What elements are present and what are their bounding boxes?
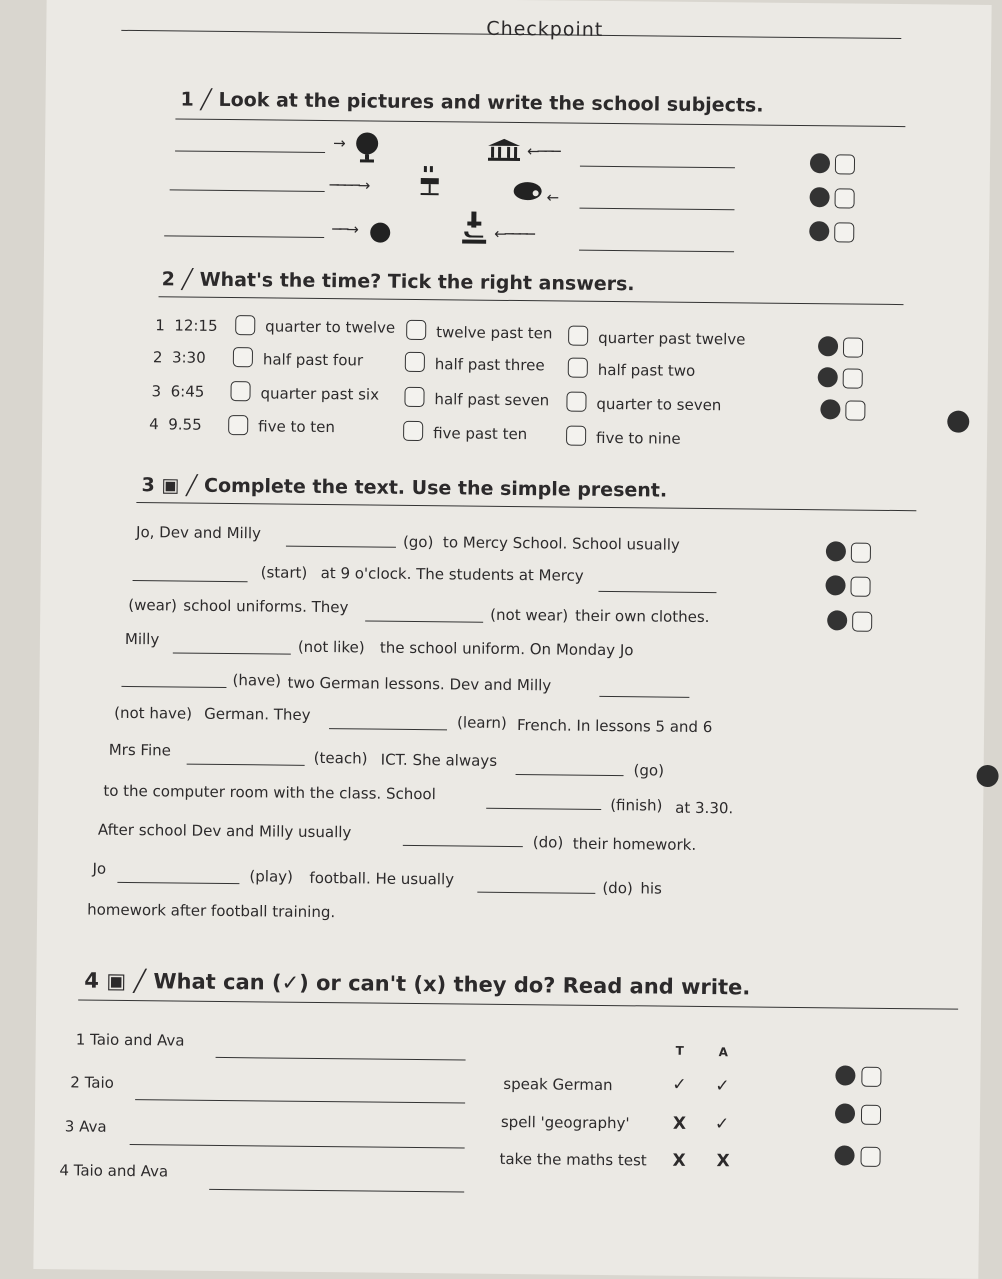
- answer-line[interactable]: [175, 150, 325, 153]
- pair-work-icon: ▣: [161, 474, 180, 497]
- arrow-right-icon: →: [333, 134, 346, 153]
- ex4-item: 2 Taio: [70, 1073, 114, 1092]
- tick-box[interactable]: [404, 387, 424, 407]
- time-option: half past four: [262, 350, 364, 370]
- answer-line[interactable]: [580, 166, 735, 169]
- arrow-right-icon: ────→: [329, 176, 369, 195]
- check-icon: ✓: [714, 1114, 730, 1135]
- tick-box[interactable]: [233, 347, 253, 367]
- blank-line[interactable]: [403, 845, 523, 847]
- verb-hint: (have): [232, 671, 282, 690]
- verb-hint: (play): [249, 867, 294, 886]
- binder-hole: [947, 411, 969, 433]
- ex3-heading: [141, 474, 667, 502]
- tick-box[interactable]: [403, 421, 423, 441]
- ex1-rule: [175, 118, 905, 127]
- blank-line[interactable]: [135, 1099, 465, 1103]
- text-segment: After school Dev and Milly usually: [97, 820, 352, 842]
- verb-hint: (do): [532, 833, 564, 852]
- blank-line[interactable]: [329, 728, 447, 730]
- text-segment: German. They: [204, 704, 311, 724]
- ability-label: take the maths test: [499, 1149, 647, 1170]
- cross-icon: X: [716, 1151, 730, 1172]
- sad-face-icon: [809, 221, 829, 241]
- tick-box[interactable]: [228, 415, 248, 435]
- microscope-icon: [459, 209, 489, 245]
- text-segment: their own clothes.: [575, 606, 710, 627]
- self-assess-box[interactable]: [843, 337, 863, 357]
- happy-face-icon: [818, 336, 838, 356]
- text-segment: Jo, Dev and Milly: [135, 523, 262, 543]
- tick-box[interactable]: [568, 358, 588, 378]
- verb-hint: (teach): [313, 748, 368, 768]
- ex4-rule: [78, 999, 958, 1009]
- museum-icon: [487, 138, 521, 162]
- binder-hole: [976, 765, 998, 787]
- verb-hint: (learn): [457, 713, 507, 732]
- verb-hint: (start): [260, 563, 308, 582]
- verb-hint: (go): [633, 761, 665, 780]
- answer-line[interactable]: [164, 235, 324, 238]
- paint-palette-icon: [513, 180, 543, 202]
- music-stand-icon: [417, 164, 443, 200]
- ex4-item: 1 Taio and Ava: [75, 1030, 185, 1050]
- arrow-left-icon: ←───: [526, 142, 559, 161]
- verb-hint: (not have): [114, 703, 193, 723]
- text-segment: two German lessons. Dev and Milly: [287, 673, 552, 695]
- text-segment: French. In lessons 5 and 6: [516, 716, 713, 737]
- ex4-item: 4 Taio and Ava: [59, 1161, 169, 1181]
- blank-line[interactable]: [598, 591, 716, 593]
- worksheet-page: [33, 0, 991, 1279]
- verb-hint: (finish): [610, 796, 663, 815]
- blank-line[interactable]: [286, 546, 396, 548]
- text-segment: the school uniform. On Monday Jo: [379, 638, 634, 660]
- self-assess-box[interactable]: [852, 612, 872, 632]
- verb-hint: (not wear): [490, 605, 569, 625]
- blank-line[interactable]: [133, 580, 248, 582]
- self-assess-box[interactable]: [835, 154, 855, 174]
- blank-line[interactable]: [216, 1057, 466, 1061]
- neutral-face-icon: [825, 575, 845, 595]
- verb-hint: (do): [602, 878, 633, 898]
- globe-icon: [352, 130, 382, 164]
- tick-box[interactable]: [566, 392, 586, 412]
- text-segment: football. He usually: [309, 868, 455, 889]
- text-segment: ICT. She always: [380, 750, 498, 770]
- sad-face-icon: [834, 1145, 854, 1165]
- ex4-item: 3 Ava: [64, 1117, 107, 1136]
- time-label: 4 9.55: [149, 415, 202, 434]
- arrow-right-icon: ──→: [332, 220, 357, 239]
- ex3-instruction: Complete the text. Use the simple present.: [203, 474, 668, 502]
- tick-box[interactable]: [405, 352, 425, 372]
- ability-label: spell 'geography': [500, 1112, 630, 1133]
- page-title: Checkpoint: [486, 17, 604, 41]
- text-segment: Milly: [124, 629, 160, 649]
- verb-hint: (not like): [297, 637, 365, 657]
- text-segment: Mrs Fine: [108, 740, 172, 760]
- time-option: quarter to twelve: [265, 317, 396, 337]
- tick-box[interactable]: [568, 326, 588, 346]
- ball-icon: [369, 221, 391, 243]
- self-assess-box[interactable]: [843, 368, 863, 388]
- time-option: five past ten: [433, 424, 528, 444]
- ability-label: speak German: [503, 1074, 613, 1095]
- answer-line[interactable]: [579, 208, 734, 211]
- neutral-face-icon: [810, 187, 830, 207]
- self-assess-box[interactable]: [834, 222, 854, 242]
- self-assess-box[interactable]: [861, 1105, 881, 1125]
- self-assess-box[interactable]: [835, 188, 855, 208]
- verb-hint: (go): [402, 532, 434, 552]
- answer-line[interactable]: [170, 189, 325, 192]
- answer-line[interactable]: [579, 250, 734, 253]
- blank-line[interactable]: [486, 808, 601, 810]
- happy-face-icon: [835, 1065, 855, 1085]
- blank-line[interactable]: [365, 620, 483, 622]
- ex1-heading: [180, 88, 763, 116]
- tick-box[interactable]: [235, 315, 255, 335]
- time-option: quarter past six: [260, 384, 380, 404]
- time-option: five to ten: [258, 417, 336, 437]
- blank-line[interactable]: [187, 764, 305, 766]
- ex1-instruction: Look at the pictures and write the school subjects.: [218, 88, 764, 117]
- text-segment: homework after football training.: [87, 900, 336, 922]
- pair-work-icon: ▣: [106, 968, 127, 993]
- tick-box[interactable]: [406, 320, 426, 340]
- ex3-rule: [136, 502, 916, 511]
- pencil-icon: ╱: [181, 268, 194, 291]
- ex2-heading: [162, 268, 635, 295]
- blank-line[interactable]: [130, 1144, 465, 1149]
- self-assess-box[interactable]: [861, 1067, 881, 1087]
- time-option: twelve past ten: [436, 323, 553, 343]
- cross-icon: X: [672, 1150, 686, 1171]
- blank-line[interactable]: [599, 696, 689, 698]
- time-label: 3 6:45: [151, 382, 205, 401]
- text-segment: school uniforms. They: [183, 596, 349, 617]
- self-assess-box[interactable]: [860, 1147, 880, 1167]
- text-segment: their homework.: [572, 834, 697, 854]
- column-header-t: T: [675, 1043, 684, 1058]
- blank-line[interactable]: [117, 882, 239, 884]
- tick-box[interactable]: [566, 426, 586, 446]
- time-label: 2 3:30: [152, 348, 206, 367]
- text-segment: to the computer room with the class. School: [103, 781, 436, 804]
- blank-line[interactable]: [121, 686, 226, 688]
- sad-face-icon: [827, 610, 847, 630]
- pencil-icon: ╱: [133, 969, 147, 994]
- time-option: half past seven: [434, 390, 550, 410]
- neutral-face-icon: [835, 1103, 855, 1123]
- sad-face-icon: [820, 399, 840, 419]
- ex1-number: 1: [180, 88, 194, 111]
- ex2-rule: [159, 296, 904, 305]
- happy-face-icon: [810, 153, 830, 173]
- blank-line[interactable]: [173, 652, 291, 654]
- time-option: quarter past twelve: [598, 328, 746, 349]
- text-segment: his: [640, 879, 662, 898]
- tick-box[interactable]: [230, 381, 250, 401]
- ex3-number: 3: [141, 474, 155, 497]
- column-header-a: A: [718, 1045, 729, 1060]
- ex4-heading: [84, 969, 750, 1000]
- time-label: 1 12:15: [155, 316, 218, 335]
- time-option: quarter to seven: [596, 394, 722, 415]
- pencil-icon: ╱: [185, 474, 198, 497]
- ex2-instruction: What's the time? Tick the right answers.: [199, 268, 635, 296]
- neutral-face-icon: [818, 367, 838, 387]
- text-segment: at 3.30.: [675, 798, 734, 818]
- time-option: half past two: [597, 360, 696, 380]
- blank-line[interactable]: [516, 774, 624, 776]
- text-segment: at 9 o'clock. The students at Mercy: [320, 563, 584, 585]
- text-segment: to Mercy School. School usually: [442, 533, 680, 554]
- self-assess-box[interactable]: [851, 543, 871, 563]
- ex4-instruction: What can (✓) or can't (x) they do? Read and write.: [153, 969, 751, 1000]
- self-assess-box[interactable]: [850, 577, 870, 597]
- self-assess-box[interactable]: [845, 400, 865, 420]
- verb-hint: (wear): [128, 595, 177, 615]
- arrow-left-icon: ←────: [494, 224, 534, 244]
- blank-line[interactable]: [477, 892, 595, 894]
- time-option: half past three: [434, 355, 545, 375]
- check-icon: ✓: [715, 1076, 730, 1097]
- cross-icon: X: [672, 1113, 687, 1134]
- pencil-icon: ╱: [200, 88, 213, 111]
- text-segment: Jo: [92, 859, 107, 878]
- ex4-number: 4: [84, 968, 100, 993]
- check-icon: ✓: [672, 1074, 687, 1095]
- blank-line[interactable]: [209, 1189, 464, 1193]
- arrow-left-icon: ←: [546, 188, 560, 207]
- ex2-number: 2: [161, 268, 176, 291]
- time-option: five to nine: [595, 428, 681, 448]
- happy-face-icon: [826, 541, 846, 561]
